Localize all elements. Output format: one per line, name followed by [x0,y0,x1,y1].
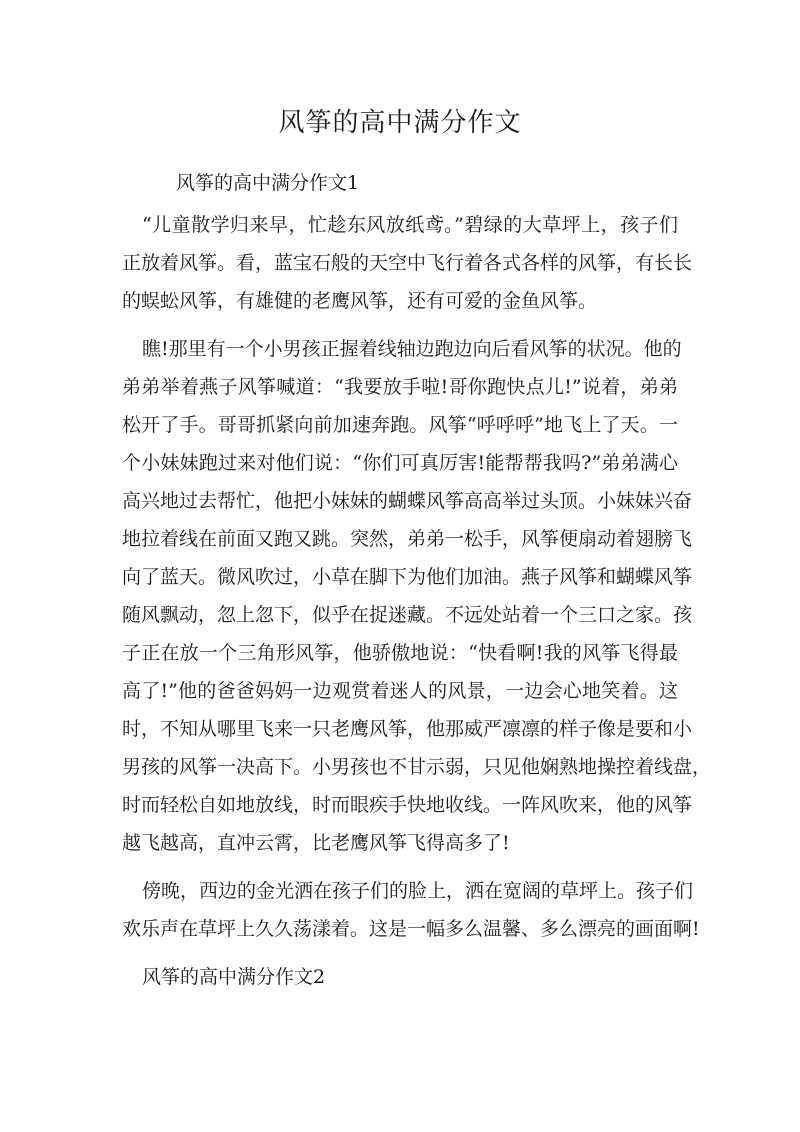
paragraph-line: 高了!”他的爸爸妈妈一边观赏着迷人的风景，一边会心地笑着。这 [122,680,678,702]
paragraph-line: 越飞越高，直冲云霄，比老鹰风筝飞得高多了! [122,832,510,854]
paragraph-line: 个小妹妹跑过来对他们说：“你们可真厉害!能帮帮我吗?”弟弟满心 [122,452,678,474]
paragraph-line: 傍晚，西边的金光洒在孩子们的脸上，洒在宽阔的草坪上。孩子们 [142,880,694,902]
paragraph-line: 松开了手。哥哥抓紧向前加速奔跑。风筝“呼呼呼”地飞上了天。一 [122,414,678,436]
paragraph-line: 地拉着线在前面又跑又跳。突然，弟弟一松手，风筝便扇动着翅膀飞 [122,528,693,550]
paragraph-line: 随风飘动，忽上忽下，似乎在捉迷藏。不远处站着一个三口之家。孩 [122,604,693,626]
paragraph-line: 瞧!那里有一个小男孩正握着线轴边跑边向后看风筝的状况。他的 [142,338,682,360]
section-heading-2: 风筝的高中满分作文2 [142,966,326,988]
paragraph-line: 时，不知从哪里飞来一只老鹰风筝，他那威严凛凛的样子像是要和小 [122,718,693,740]
paragraph-line: 子正在放一个三角形风筝，他骄傲地说：“快看啊!我的风筝飞得最 [122,642,678,664]
paragraph-line: 弟弟举着燕子风筝喊道：“我要放手啦!哥你跑快点儿!”说着，弟弟 [122,376,678,398]
paragraph-line: 欢乐声在草坪上久久荡漾着。这是一幅多么温馨、多么漂亮的画面啊! [122,918,700,940]
paragraph-line: 正放着风筝。看，蓝宝石般的天空中飞行着各式各样的风筝，有长长 [122,252,693,274]
paragraph-line: “儿童散学归来早，忙趁东风放纸鸢。”碧绿的大草坪上，孩子们 [142,214,678,236]
paragraph-line: 男孩的风筝一决高下。小男孩也不甘示弱，只见他娴熟地操控着线盘， [122,756,712,778]
document-title: 风筝的高中满分作文 [278,108,522,138]
paragraph-line: 时而轻松自如地放线，时而眼疾手快地收线。一阵风吹来，他的风筝 [122,794,693,816]
paragraph-line: 向了蓝天。微风吹过，小草在脚下为他们加油。燕子风筝和蝴蝶风筝 [122,566,693,588]
paragraph-line: 的蜈蚣风筝，有雄健的老鹰风筝，还有可爱的金鱼风筝。 [122,290,598,312]
section-heading-1: 风筝的高中满分作文1 [176,172,360,194]
paragraph-line: 高兴地过去帮忙，他把小妹妹的蝴蝶风筝高高举过头顶。小妹妹兴奋 [122,490,693,512]
